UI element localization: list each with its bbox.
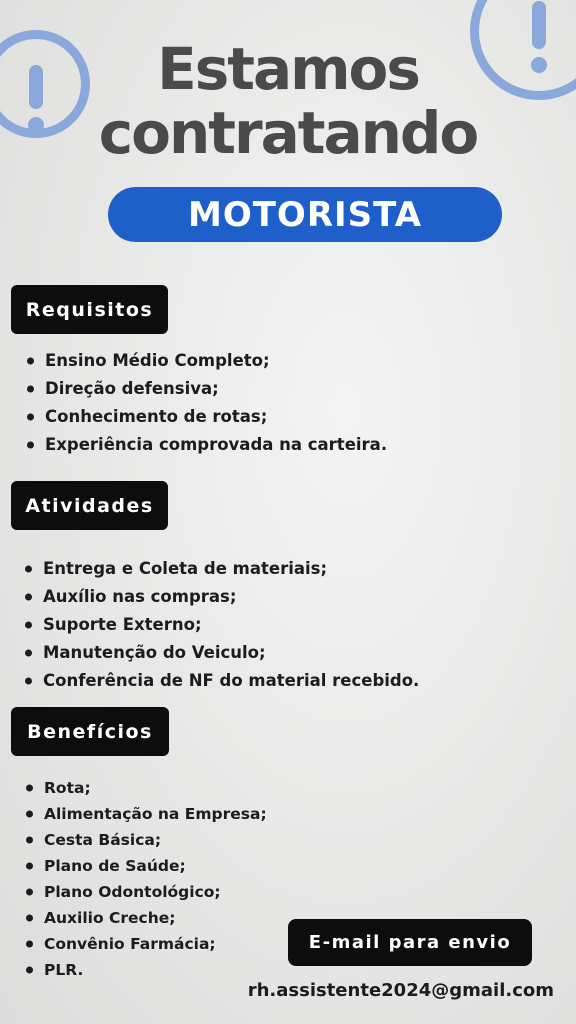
list-item: Conhecimento de rotas; bbox=[27, 403, 387, 431]
list-item: Direção defensiva; bbox=[27, 375, 387, 403]
list-item: PLR. bbox=[26, 957, 267, 983]
headline-line-2: contratando bbox=[98, 99, 478, 167]
list-item: Experiência comprovada na carteira. bbox=[27, 431, 387, 459]
list-item: Suporte Externo; bbox=[25, 611, 419, 639]
section-label-requisitos: Requisitos bbox=[11, 285, 168, 334]
beneficios-list bbox=[26, 775, 267, 983]
email-label-badge: E-mail para envio bbox=[288, 919, 532, 966]
list-item: Rota; bbox=[26, 775, 267, 801]
email-address[interactable]: rh.assistente2024@gmail.com bbox=[247, 980, 554, 1001]
atividades-list bbox=[25, 555, 419, 695]
requisitos-list bbox=[27, 347, 387, 459]
list-item: Ensino Médio Completo; bbox=[27, 347, 387, 375]
list-item: Manutenção do Veiculo; bbox=[25, 639, 419, 667]
list-item: Entrega e Coleta de materiais; bbox=[25, 555, 419, 583]
list-item: Auxilio Creche; bbox=[26, 905, 267, 931]
headline-line-1: Estamos bbox=[157, 35, 419, 103]
list-item: Cesta Básica; bbox=[26, 827, 267, 853]
section-label-atividades: Atividades bbox=[11, 481, 168, 530]
section-label-beneficios: Benefícios bbox=[11, 707, 169, 756]
job-title-badge bbox=[108, 187, 502, 242]
list-item: Convênio Farmácia; bbox=[26, 931, 267, 957]
list-item: Plano Odontológico; bbox=[26, 879, 267, 905]
list-item: Plano de Saúde; bbox=[26, 853, 267, 879]
job-title-text: MOTORISTA bbox=[187, 194, 423, 235]
list-item: Auxílio nas compras; bbox=[25, 583, 419, 611]
list-item: Alimentação na Empresa; bbox=[26, 801, 267, 827]
list-item: Conferência de NF do material recebido. bbox=[25, 667, 419, 695]
